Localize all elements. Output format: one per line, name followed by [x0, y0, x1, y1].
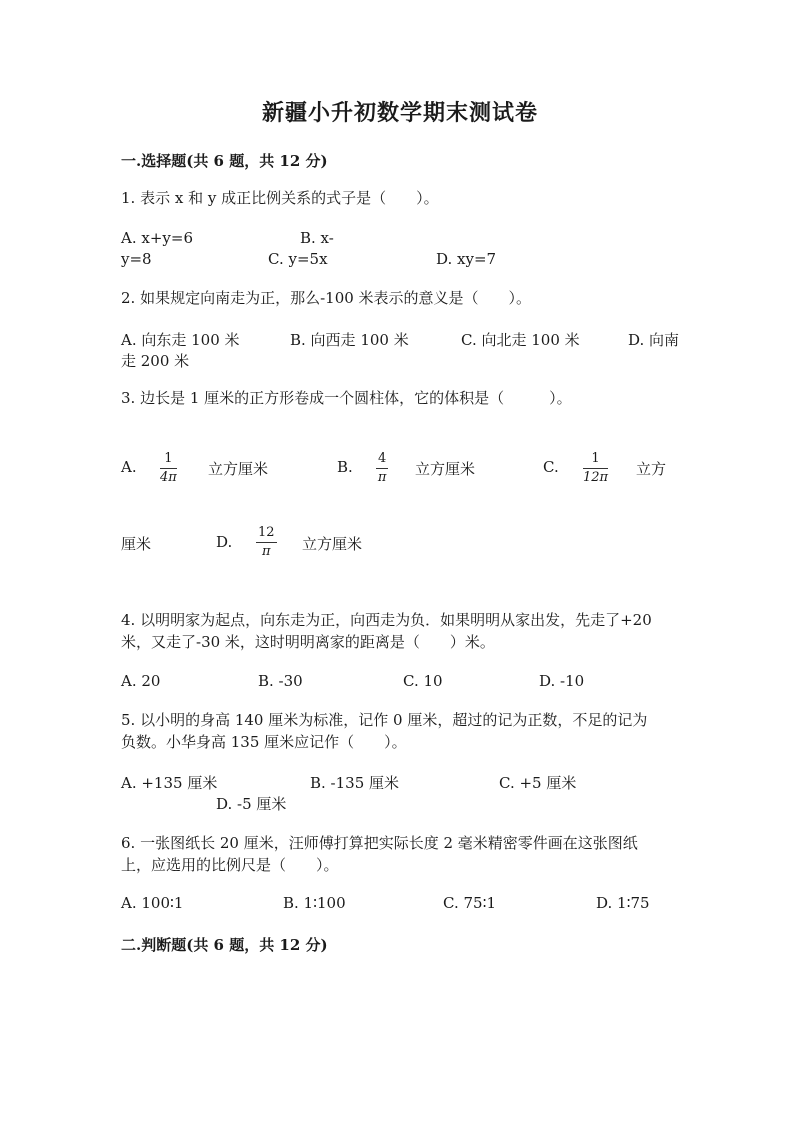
fraction-denominator: 12π: [583, 470, 609, 485]
question-1-stem: 1. 表示 x 和 y 成正比例关系的式子是（ ）。: [121, 189, 439, 207]
question-3-option-a-label: A.: [121, 458, 137, 476]
question-3-option-b-unit: 立方厘米: [415, 460, 476, 478]
question-4-stem-line2: 米，又走了-30 米，这时明明离家的距离是（ ）米。: [121, 633, 495, 651]
question-5-stem-line2: 负数。小华身高 135 厘米应记作（ ）。: [121, 733, 407, 751]
question-3-option-c-fraction: [583, 452, 608, 485]
question-5-option-d: D. -5 厘米: [216, 795, 287, 813]
question-5-option-a: A. +135 厘米: [121, 774, 218, 792]
question-3-option-c-label: C.: [543, 458, 559, 476]
question-3-option-d-unit: 立方厘米: [302, 535, 363, 553]
question-4-stem-line1: 4. 以明明家为起点，向东走为正，向西走为负．如果明明从家出发，先走了+20: [121, 611, 652, 629]
question-3-option-c-unit-cont: 厘米: [121, 535, 152, 553]
question-3-option-d-fraction: [256, 526, 277, 559]
question-3-option-a-unit: 立方厘米: [208, 460, 269, 478]
question-6-option-b: B. 1∶100: [283, 894, 346, 912]
question-1-option-b-cont: y=8: [121, 250, 152, 268]
question-5-option-c: C. +5 厘米: [499, 774, 577, 792]
question-4-option-a: A. 20: [121, 672, 161, 690]
question-2-option-d-cont: 走 200 米: [121, 352, 190, 370]
fraction-numerator: 1: [591, 451, 600, 466]
fraction-denominator: π: [377, 470, 387, 485]
fraction-denominator: 4π: [160, 470, 177, 485]
section-heading-judgment: 二.判断题(共 6 题，共 12 分): [121, 936, 328, 954]
question-1-option-c: C. y=5x: [268, 250, 328, 268]
question-3-option-c-unit: 立方: [636, 460, 667, 478]
section-heading-choice: 一.选择题(共 6 题，共 12 分): [121, 152, 328, 170]
page-title: 新疆小升初数学期末测试卷: [261, 100, 538, 126]
question-4-option-c: C. 10: [403, 672, 443, 690]
question-6-option-c: C. 75∶1: [443, 894, 497, 912]
question-6-stem-line2: 上，应选用的比例尺是（ ）。: [121, 856, 339, 874]
question-1-option-a: A. x+y=6: [121, 229, 193, 247]
question-1-option-b: B. x-: [300, 229, 334, 247]
question-5-option-b: B. -135 厘米: [310, 774, 400, 792]
question-6-option-a: A. 100∶1: [121, 894, 184, 912]
question-2-stem: 2. 如果规定向南走为正，那么-100 米表示的意义是（ ）。: [121, 289, 532, 307]
fraction-numerator: 1: [164, 451, 173, 466]
question-1-option-d: D. xy=7: [436, 250, 497, 268]
question-4-option-d: D. -10: [539, 672, 585, 690]
question-2-option-a: A. 向东走 100 米: [121, 331, 240, 349]
question-2-option-d: D. 向南: [628, 331, 680, 349]
question-2-option-c: C. 向北走 100 米: [461, 331, 580, 349]
fraction-numerator: 12: [258, 525, 275, 540]
question-6-stem-line1: 6. 一张图纸长 20 厘米，汪师傅打算把实际长度 2 毫米精密零件画在这张图纸: [121, 834, 638, 852]
question-3-stem: 3. 边长是 1 厘米的正方形卷成一个圆柱体，它的体积是（ ）。: [121, 389, 572, 407]
question-4-option-b: B. -30: [258, 672, 303, 690]
question-5-stem-line1: 5. 以小明的身高 140 厘米为标准，记作 0 厘米，超过的记为正数，不足的记为: [121, 711, 648, 729]
question-3-option-b-label: B.: [337, 458, 353, 476]
fraction-numerator: 4: [378, 451, 387, 466]
question-3-option-a-fraction: [160, 452, 177, 485]
question-2-option-b: B. 向西走 100 米: [290, 331, 409, 349]
fraction-denominator: π: [262, 544, 271, 559]
question-3-option-d-label: D.: [216, 533, 233, 551]
question-3-option-b-fraction: [376, 452, 388, 485]
question-6-option-d: D. 1∶75: [596, 894, 650, 912]
